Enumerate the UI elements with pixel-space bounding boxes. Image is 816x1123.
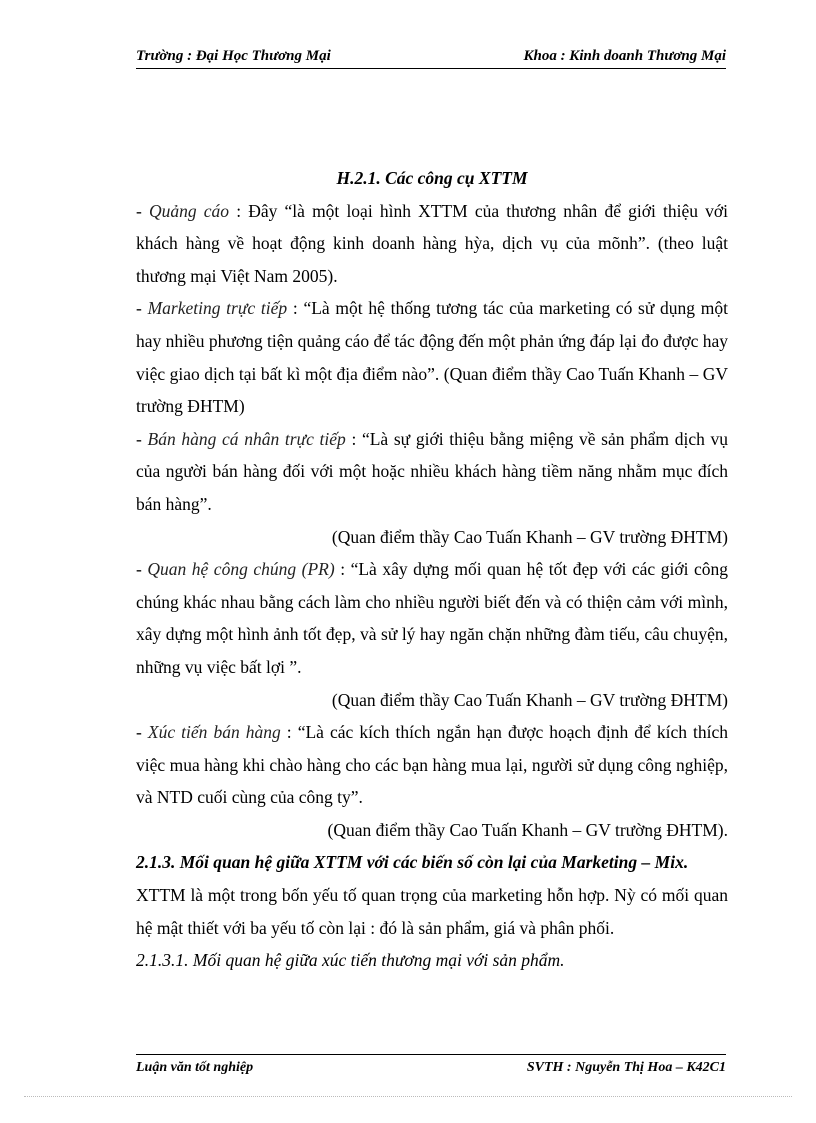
footer-student: SVTH : Nguyễn Thị Hoa – K42C1 <box>526 1060 726 1075</box>
term-quang-cao: Quảng cáo <box>148 200 230 221</box>
page-header <box>136 48 726 68</box>
page-edge-dotted-line <box>24 1096 792 1097</box>
term-marketing-truc-tiep: Marketing trực tiếp <box>147 298 288 319</box>
footer-thesis: Luận văn tốt nghiệp <box>136 1060 254 1075</box>
text-ban-hang: : “Là sự giới thiệu bằng miệng về sản phẩm dịch vụ của người bán hàng đối với một hoặc nhiều khách hàng tiềm năng nhằm mục đích bán hàng”. <box>136 428 729 514</box>
source-note-1: (Quan điểm thầy Cao Tuấn Khanh – GV trường ĐHTM) <box>331 526 728 547</box>
term-pr: Quan hệ công chúng (PR) <box>147 559 335 580</box>
section-heading: 2.1.3. Mối quan hệ giữa XTTM với các biến số còn lại của Marketing – Mix. <box>136 852 689 873</box>
header-faculty: Khoa : Kinh doanh Thương Mại <box>523 48 726 64</box>
header-school: Trường : Đại Học Thương Mại <box>136 48 331 64</box>
term-xuc-tien: Xúc tiến bán hàng <box>147 722 281 743</box>
text-xuc-tien: : “Là các kích thích ngắn hạn được hoạch định để kích thích việc mua hàng khi chào hàng cho các bạn hàng mua lại, người sử dụng công nghiệp, và NTD cuối cùng của công ty”. <box>136 722 729 808</box>
footer-divider <box>136 1054 726 1055</box>
source-note-3: (Quan điểm thầy Cao Tuấn Khanh – GV trường ĐHTM). <box>327 819 728 840</box>
text-pr: : “Là xây dựng mối quan hệ tốt đẹp với các giới công chúng khác nhau bằng cách làm cho nhiều người biết đến và có thiện cảm với mình, xây dựng một hình ảnh tốt đẹp, và sử lý hay ngăn chặn những đàm tiếu, câu chuyện, những vụ việc bất lợi ”. <box>136 559 728 677</box>
paragraph-ban-hang: - Bán hàng cá nhân trực tiếp : “Là sự giới thiệu bằng miệng về sản phẩm dịch vụ của người bán hàng đối với một hoặc nhiều khách hàng tiềm năng nhằm mục đích bán hàng”. <box>136 428 729 514</box>
section-title: H.2.1. Các công cụ XTTM <box>336 168 528 188</box>
page-body <box>136 162 728 977</box>
paragraph-xuc-tien: - Xúc tiến bán hàng : “Là các kích thích ngắn hạn được hoạch định để kích thích việc mua hàng khi chào hàng cho các bạn hàng mua lại, người sử dụng công nghiệp, và NTD cuối cùng của công ty”. <box>136 722 729 808</box>
paragraph-pr: - Quan hệ công chúng (PR) : “Là xây dựng mối quan hệ tốt đẹp với các giới công chúng khác nhau bằng cách làm cho nhiều người biết đến và có thiện cảm với mình, xây dựng một hình ảnh tốt đẹp, và sử lý hay ngăn chặn những đàm tiếu, câu chuyện, những vụ việc bất lợi ”. <box>136 559 728 677</box>
term-ban-hang: Bán hàng cá nhân trực tiếp <box>147 428 346 449</box>
source-note-2: (Quan điểm thầy Cao Tuấn Khanh – GV trường ĐHTM) <box>331 689 728 710</box>
header-divider <box>136 68 726 69</box>
paragraph-marketing-truc-tiep: - Marketing trực tiếp : “Là một hệ thống tương tác của marketing có sử dụng một hay nhiều phương tiện quảng cáo để tác động đến một phản ứng đáp lại đo được hay việc giao dịch tại bất kì một địa điểm nào”. (Quan điểm thầy Cao Tuấn Khanh – GV trường ĐHTM) <box>136 298 729 417</box>
paragraph-quang-cao: - Quảng cáo : Đây “là một loại hình XTTM của thương nhân để giới thiệu với khách hàng về hoạt động kinh doanh hàng hỳa, dịch vụ của mõnh”. (theo luật thương mại Việt Nam 2005). <box>136 200 729 286</box>
text-marketing-truc-tiep: : “Là một hệ thống tương tác của marketing có sử dụng một hay nhiều phương tiện quảng cáo để tác động đến một phản ứng đáp lại đo được hay việc giao dịch tại bất kì một địa điểm nào”. (Quan điểm thầy Cao Tuấn Khanh – GV trường ĐHTM) <box>136 298 729 417</box>
text-quang-cao: : Đây “là một loại hình XTTM của thương nhân để giới thiệu với khách hàng về hoạt động kinh doanh hàng hỳa, dịch vụ của mõnh”. (theo luật thương mại Việt Nam 2005). <box>136 200 729 286</box>
section-paragraph: XTTM là một trong bốn yếu tố quan trọng của marketing hỗn hợp. Nỳ có mối quan hệ mật thiết với ba yếu tố còn lại : đó là sản phẩm, giá và phân phối. <box>136 885 728 938</box>
subsection-heading: 2.1.3.1. Mối quan hệ giữa xúc tiến thương mại với sản phẩm. <box>136 950 565 971</box>
page-footer <box>136 1060 726 1080</box>
